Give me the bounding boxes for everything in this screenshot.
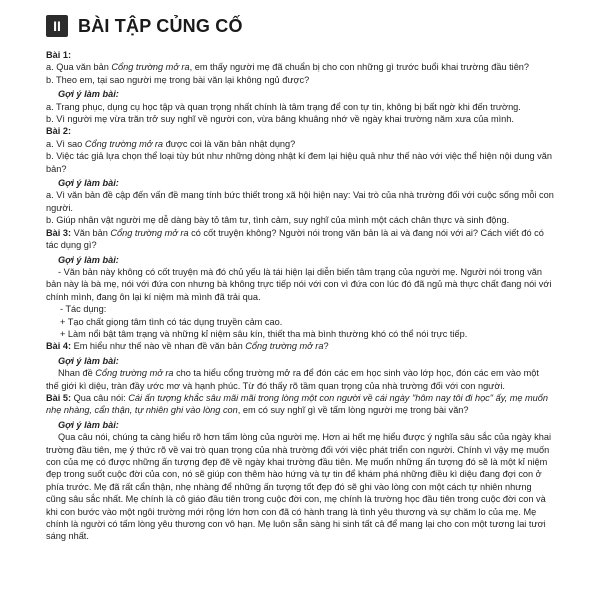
section-title: BÀI TẬP CỦNG CỐ	[78, 15, 243, 36]
exercise-3-hint: Gợi ý làm bài:	[58, 254, 119, 265]
exercise-1-hint: Gợi ý làm bài:	[58, 89, 119, 100]
exercise-5-hint: Gợi ý làm bài:	[58, 419, 119, 430]
exercise-2-question-a: a. Vì sao Cổng trường mở ra được coi là văn bản nhật dụng?	[46, 138, 296, 149]
exercise-4-hint: Gợi ý làm bài:	[58, 355, 119, 366]
section-header	[46, 12, 554, 40]
exercise-2-question-b: b. Việc tác giả lựa chọn thể loại tùy bút như những dòng nhật kí đem lại hiệu quả như thế nào với việc thể hiện nội dung văn bản?	[46, 151, 552, 174]
exercise-1-question-b: b. Theo em, tại sao người mẹ trong bài văn lại không ngủ được?	[46, 74, 310, 85]
exercise-3-answer-p1: - Văn bản này không có cốt truyện mà đó chủ yếu là tái hiện lại diễn biến tâm trạng của người mẹ. Người nói trong văn bản này là bà mẹ, nói với đứa con nhưng bà không trực tiếp nói với con vì đứa con lúc đó đã ngủ mà thực chất đang nói với chính mình, đang ôn lại kí niệm mà mình đã trải qua.	[46, 266, 552, 302]
exercise-3-answer-p2: - Tác dụng:	[60, 304, 107, 315]
exercise-1-question-a: a. Qua văn bản Cổng trường mở ra, em thấy người mẹ đã chuẩn bị cho con những gì trước buổi khai trường đầu tiên?	[46, 62, 530, 73]
section-number-badge: II	[46, 15, 68, 37]
exercise-2-title: Bài 2:	[46, 126, 72, 137]
exercise-2-hint: Gợi ý làm bài:	[58, 178, 119, 189]
exercise-4-question: Bài 4: Em hiểu như thế nào về nhan đề văn bản Cổng trường mở ra?	[46, 341, 329, 352]
exercise-3-question: Bài 3: Văn bản Cổng trường mở ra có cốt truyện không? Người nói trong văn bản là ai và đang nói với ai? Cách viết đó có tác dụng gì?	[46, 227, 544, 251]
exercise-4-answer: Nhan đề Cổng trường mở ra cho ta hiểu cổng trường mở ra để đón các em học sinh vào lớp học, đón các em vào một thế giới kì diệu, tràn đầy ước mơ và hạnh phúc. Từ đó thấy rõ tầm quan trọng của nhà trường đối với con người.	[46, 368, 539, 391]
exercise-1-answer-b: b. Vì người mẹ vừa trăn trở suy nghĩ về người con, vừa bâng khuâng nhớ về ngày khai trường năm xưa của mình.	[46, 114, 514, 125]
exercise-2-answer-b: b. Giúp nhân vật người mẹ dễ dàng bày tỏ tâm tư, tình cảm, suy nghĩ của mình một cách chân thực và sinh động.	[46, 215, 510, 226]
exercise-2-answer-a: a. Vì văn bản đề cập đến vấn đề mang tính bức thiết trong xã hội hiện nay: Vai trò của nhà trường đối với cuộc sống mỗi con người.	[46, 190, 554, 213]
exercise-content	[46, 49, 554, 543]
exercise-5-answer: Qua câu nói, chúng ta càng hiểu rõ hơn tấm lòng của người mẹ. Hơn ai hết mẹ hiểu được ý nghĩa sâu sắc của ngày khai trường đầu tiên, mẹ ý thức rõ về vai trò quan trọng của nhà trường đối với việc phát triển con người. Chính vì vậy mẹ muốn con của mẹ có được những ấn tượng đẹp đẽ về ngày khai trường đầu tiên. Mẹ muốn những ấn tượng đó sẽ là một kỉ niệm đẹp trong suốt cuộc đời của con, nó sẽ giúp con thêm hào hứng và tự tin để khám phá những điều kì diệu đang đợi con ở phía trước. Mẹ đã rất cẩn thận, nhẹ nhàng để những ấn tượng tốt đẹp đó sẽ ghi vào lòng con một cách tự nhiên nhưng cũng sâu sắc nhất. Mẹ chính là cô giáo đầu tiên trong cuộc đời con, mẹ chính là trường học đầu tiên trong cuộc đời con và khi con bước vào một ngôi trường mới rộng lớn hơn con đã có hành trang là tình yêu thương và sự chăm lo của mẹ. Mẹ chính là người có tấm lòng yêu thương con vô hạn. Mẹ luôn sẵn sàng hi sinh tất cả để mang lại cho con một tương lai tươi sáng nhất.	[46, 432, 551, 542]
exercise-1-title: Bài 1:	[46, 50, 72, 60]
exercise-3-answer-p3: + Tạo chất giọng tâm tình có tác dụng truyền cảm cao.	[60, 316, 283, 327]
exercise-1-answer-a: a. Trang phục, dụng cụ học tập và quan trọng nhất chính là tâm trạng để con tự tin, không bị bất ngờ khi đến trường.	[46, 101, 521, 112]
exercise-3-answer-p4: + Làm nổi bật tâm trạng và những kỉ niệm sâu kín, thiết tha mà bình thường khó có thể nói trực tiếp.	[60, 328, 468, 339]
exercise-5-question: Bài 5: Qua câu nói: Cái ấn tượng khắc sâu mãi mãi trong lòng một con người về cái ngày "hôm nay tôi đi học" ấy, mẹ muốn nhẹ nhàng, cẩn thận, tự nhiên ghi vào lòng con, em có suy nghĩ gì về tấm lòng người mẹ trong bài văn?	[46, 392, 549, 416]
